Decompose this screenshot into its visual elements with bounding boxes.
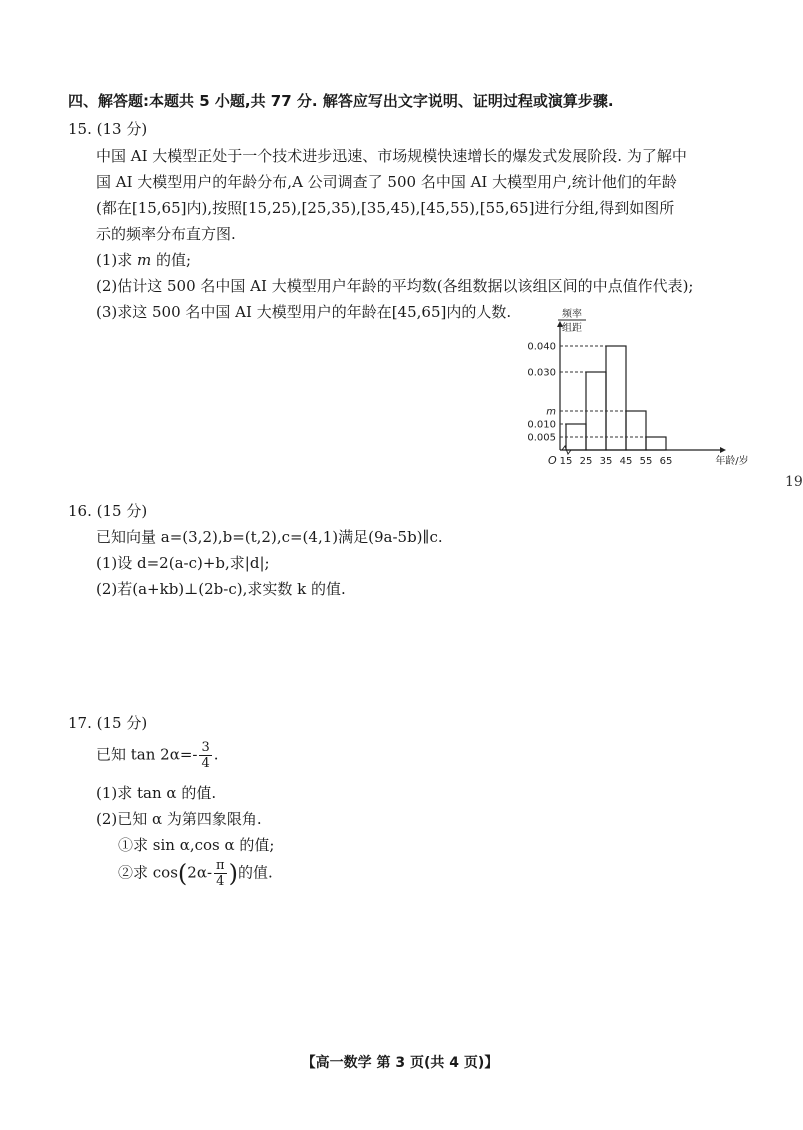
x-tick-label-1: 15 bbox=[559, 456, 573, 467]
y-tick-label-1: 0.040 bbox=[527, 341, 556, 353]
y-axis-label-top: 频率 bbox=[562, 309, 582, 320]
q16-number: 16. (15 分) bbox=[68, 502, 148, 520]
q15-sub1-var: m bbox=[137, 251, 152, 269]
frequency-histogram bbox=[510, 305, 749, 475]
x-tick-label-4: 45 bbox=[619, 456, 633, 467]
q17-given-fraction bbox=[199, 740, 211, 771]
q15-sub1 bbox=[96, 249, 191, 270]
q15-line-2: 国 AI 大模型用户的年龄分布,A 公司调查了 500 名中国 AI 大模型用户,统计他们的年龄 bbox=[96, 173, 677, 191]
q17-sub2b-fraction bbox=[214, 858, 227, 889]
y-axis-label-bottom: 组距 bbox=[562, 323, 582, 334]
q16-sub2: (2)若(a+kb)⊥(2b-c),求实数 k 的值. bbox=[96, 580, 346, 598]
histogram-bar-4 bbox=[626, 411, 646, 450]
q17-given bbox=[96, 740, 219, 771]
q15-line-4: 示的频率分布直方图. bbox=[96, 225, 236, 243]
origin-label: O bbox=[548, 454, 557, 467]
y-tick-label-4: 0.010 bbox=[527, 419, 556, 431]
q15-number: 15. (13 分) bbox=[68, 120, 148, 138]
right-paren: ) bbox=[228, 859, 238, 888]
q17-given-num: 3 bbox=[201, 740, 210, 755]
y-tick-label-2: 0.030 bbox=[527, 367, 556, 379]
section-header: 四、解答题:本题共 5 小题,共 77 分. 解答应写出文字说明、证明过程或演算步骤. bbox=[68, 92, 614, 110]
histogram-bar-3 bbox=[606, 346, 626, 450]
q17-sub2b-den: 4 bbox=[216, 874, 225, 889]
x-tick-label-2: 25 bbox=[579, 456, 593, 467]
x-axis-arrow bbox=[720, 447, 726, 453]
q17-sub2b bbox=[118, 858, 273, 889]
q17-sub2a: ①求 sin α,cos α 的值; bbox=[118, 836, 275, 854]
q15-sub2: (2)估计这 500 名中国 AI 大模型用户年龄的平均数(各组数据以该组区间的中点值作代表); bbox=[96, 277, 694, 295]
q15-line-1: 中国 AI 大模型正处于一个技术进步迅速、市场规模快速增长的爆发式发展阶段. 为了解中 bbox=[96, 147, 687, 165]
q15-sub1-suffix: 的值; bbox=[156, 251, 192, 269]
left-paren: ( bbox=[177, 859, 188, 888]
q17-given-prefix: 已知 tan 2α=- bbox=[96, 745, 198, 764]
y-tick-label-5: 0.005 bbox=[527, 432, 556, 444]
q15-line-3: (都在[15,65]内),按照[15,25),[25,35),[35,45),[45,55),[55,65]进行分组,得到如图所 bbox=[96, 199, 675, 217]
q17-sub2b-inner: 2α- bbox=[187, 863, 213, 882]
x-axis-label: 年龄/岁 bbox=[715, 456, 749, 467]
q16-sub1: (1)设 d=2(a-c)+b,求|d|; bbox=[96, 554, 270, 572]
page-footer: 【高一数学 第 3 页(共 4 页)】 bbox=[301, 1055, 499, 1071]
x-tick-label-3: 35 bbox=[599, 456, 613, 467]
histogram-bar-5 bbox=[646, 437, 666, 450]
q16-given: 已知向量 a=(3,2),b=(t,2),c=(4,1)满足(9a-5b)∥c. bbox=[96, 528, 443, 546]
x-tick-label-6: 65 bbox=[659, 456, 673, 467]
q17-given-den: 4 bbox=[201, 756, 210, 771]
y-tick-label-3: m bbox=[546, 406, 556, 418]
q17-sub2b-suffix: 的值. bbox=[237, 863, 273, 882]
q17-sub2b-num: π bbox=[216, 858, 225, 873]
edge-mark: 19 bbox=[785, 474, 803, 490]
q17-sub1: (1)求 tan α 的值. bbox=[96, 784, 217, 802]
q17-given-suffix: . bbox=[213, 745, 219, 764]
q17-sub2: (2)已知 α 为第四象限角. bbox=[96, 810, 262, 828]
q17-number: 17. (15 分) bbox=[68, 714, 148, 732]
q15-sub3: (3)求这 500 名中国 AI 大模型用户的年龄在[45,65]内的人数. bbox=[96, 303, 512, 321]
x-tick-label-5: 55 bbox=[639, 456, 653, 467]
q17-sub2b-prefix: ②求 cos bbox=[118, 863, 178, 882]
q15-sub1-prefix: (1)求 bbox=[96, 251, 133, 269]
